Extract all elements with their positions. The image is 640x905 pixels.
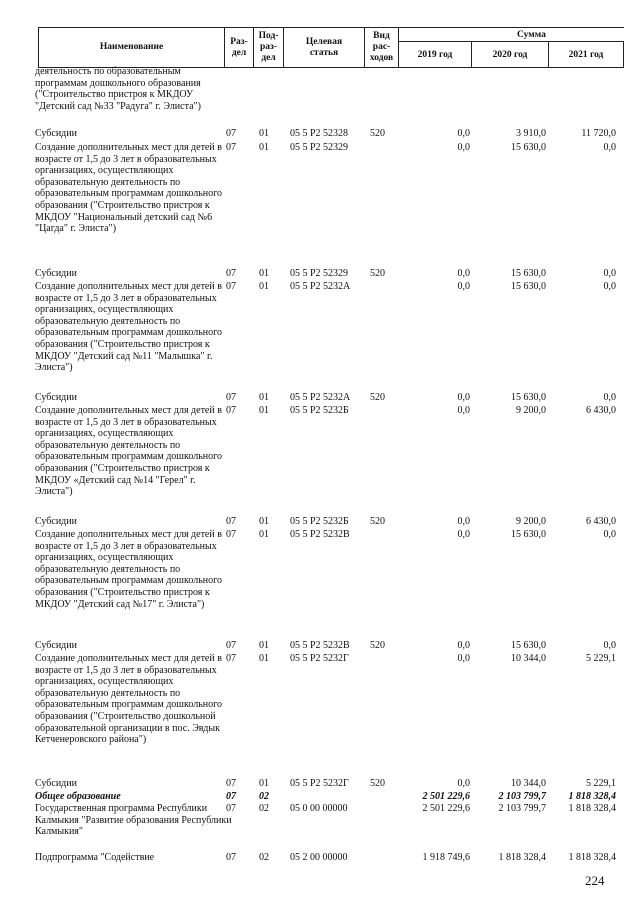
row-value-2019: 0,0 [457, 128, 470, 139]
row-section: 07 [226, 653, 236, 664]
col-header-kind: Вид рас- ходов [365, 28, 399, 67]
row-value-2020: 15 630,0 [511, 268, 546, 279]
row-subsection: 01 [259, 778, 269, 789]
row-value-2021: 6 430,0 [586, 405, 616, 416]
row-value-2021: 1 818 328,4 [568, 791, 616, 802]
row-kind: 520 [370, 778, 385, 789]
row-value-2021: 5 229,1 [586, 653, 616, 664]
col-header-2019: 2019 год [399, 41, 472, 67]
row-section: 07 [226, 529, 236, 540]
col-header-section: Раз- дел [225, 28, 254, 67]
row-subsection: 01 [259, 128, 269, 139]
row-name: Субсидии [35, 778, 77, 789]
row-value-2019: 0,0 [457, 516, 470, 527]
row-section: 07 [226, 852, 236, 863]
row-subsection: 01 [259, 640, 269, 651]
row-value-2019: 0,0 [457, 392, 470, 403]
row-subsection: 02 [259, 852, 269, 863]
row-value-2019: 0,0 [457, 142, 470, 153]
row-section: 07 [226, 392, 236, 403]
row-value-2021: 0,0 [603, 392, 616, 403]
row-value-2020: 9 200,0 [516, 405, 546, 416]
row-value-2019: 0,0 [457, 653, 470, 664]
row-kind: 520 [370, 128, 385, 139]
row-name: Субсидии [35, 640, 77, 651]
row-subsection: 02 [259, 791, 269, 802]
row-name: Подпрограмма "Содействие [35, 852, 155, 863]
row-subsection: 01 [259, 268, 269, 279]
row-value-2020: 15 630,0 [511, 640, 546, 651]
row-subsection: 01 [259, 281, 269, 292]
col-header-subsection: Под- раз- дел [254, 28, 284, 67]
row-name: Субсидии [35, 516, 77, 527]
row-value-2020: 3 910,0 [516, 128, 546, 139]
row-target: 05 5 P2 5232В [290, 640, 350, 651]
row-section: 07 [226, 516, 236, 527]
row-name: Создание дополнительных мест для детей в возрасте от 1,5 до 3 лет в образовательных организациях, осуществляющих образовательную деятельность по образовательным программам дошкольного образования ("Строительство пристроя к МКДОУ "Детский сад №17" г. Элиста") [35, 529, 222, 610]
row-value-2019: 2 501 229,6 [422, 791, 470, 802]
row-subsection: 01 [259, 529, 269, 540]
row-kind: 520 [370, 640, 385, 651]
row-kind: 520 [370, 268, 385, 279]
row-value-2019: 0,0 [457, 281, 470, 292]
row-value-2020: 15 630,0 [511, 281, 546, 292]
col-header-2020: 2020 год [472, 41, 549, 67]
row-name: Государственная программа Республики Калмыкия "Развитие образования Республики Калмыкия" [35, 803, 232, 838]
row-value-2020: 15 630,0 [511, 142, 546, 153]
col-header-name: Наименование [39, 28, 225, 67]
row-value-2021: 0,0 [603, 142, 616, 153]
row-section: 07 [226, 405, 236, 416]
row-section: 07 [226, 128, 236, 139]
row-value-2021: 5 229,1 [586, 778, 616, 789]
row-value-2021: 6 430,0 [586, 516, 616, 527]
row-subsection: 01 [259, 405, 269, 416]
row-target: 05 2 00 00000 [290, 852, 348, 863]
row-kind: 520 [370, 516, 385, 527]
row-value-2021: 0,0 [603, 281, 616, 292]
row-value-2021: 0,0 [603, 529, 616, 540]
row-section: 07 [226, 640, 236, 651]
col-header-sum: Сумма [517, 29, 546, 40]
row-value-2021: 1 818 328,4 [568, 852, 616, 863]
col-header-2021: 2021 год [549, 41, 624, 67]
row-value-2021: 11 720,0 [581, 128, 616, 139]
row-target: 05 0 00 00000 [290, 803, 348, 814]
row-target: 05 5 P2 5232В [290, 529, 350, 540]
row-section: 07 [226, 778, 236, 789]
row-value-2019: 0,0 [457, 405, 470, 416]
row-target: 05 5 P2 52329 [290, 268, 349, 279]
row-target: 05 5 P2 5232A [290, 392, 351, 403]
row-name: Субсидии [35, 392, 77, 403]
row-value-2019: 0,0 [457, 529, 470, 540]
row-name: деятельность по образовательным программам дошкольного образования ("Строительство пристроя к МКДОУ "Детский сад №33 "Радуга" г. Элиста") [35, 66, 201, 112]
row-target: 05 5 P2 5232Г [290, 653, 349, 664]
row-subsection: 01 [259, 142, 269, 153]
row-target: 05 5 P2 5232Г [290, 778, 349, 789]
page-number: 224 [585, 873, 605, 888]
row-value-2021: 1 818 328,4 [568, 803, 616, 814]
row-subsection: 01 [259, 392, 269, 403]
row-value-2021: 0,0 [603, 640, 616, 651]
table-header [38, 27, 624, 68]
row-subsection: 02 [259, 803, 269, 814]
row-value-2020: 15 630,0 [511, 529, 546, 540]
row-name: Общее образование [35, 791, 121, 802]
row-value-2020: 10 344,0 [511, 778, 546, 789]
row-value-2020: 15 630,0 [511, 392, 546, 403]
row-subsection: 01 [259, 516, 269, 527]
row-name: Создание дополнительных мест для детей в возрасте от 1,5 до 3 лет в образовательных организациях, осуществляющих образовательную деятельность по образовательным программам дошкольного образования ("Строительство пристроя к МКДОУ «Детский сад №14 "Герел" г. Элиста") [35, 405, 222, 498]
row-value-2019: 0,0 [457, 268, 470, 279]
row-section: 07 [226, 268, 236, 279]
row-value-2020: 2 103 799,7 [498, 791, 546, 802]
col-header-target: Целевая статья [284, 28, 365, 67]
row-section: 07 [226, 803, 236, 814]
row-value-2019: 0,0 [457, 778, 470, 789]
row-target: 05 5 P2 5232Б [290, 405, 349, 416]
row-value-2020: 10 344,0 [511, 653, 546, 664]
row-value-2020: 1 818 328,4 [498, 852, 546, 863]
row-section: 07 [226, 281, 236, 292]
row-name: Субсидии [35, 268, 77, 279]
row-name: Создание дополнительных мест для детей в возрасте от 1,5 до 3 лет в образовательных организациях, осуществляющих образовательную деятельность по образовательным программам дошкольного образования ("Строительство пристроя к МКДОУ "Национальный детский сад №6 "Цагда" г. Элиста") [35, 142, 222, 235]
row-name: Создание дополнительных мест для детей в возрасте от 1,5 до 3 лет в образовательных организациях, осуществляющих образовательную деятельность по образовательным программам дошкольного образования ("Строительство пристроя к МКДОУ "Детский сад №11 "Малышка" г. Элиста") [35, 281, 222, 374]
row-target: 05 5 P2 52329 [290, 142, 349, 153]
row-section: 07 [226, 142, 236, 153]
row-value-2019: 1 918 749,6 [422, 852, 470, 863]
row-value-2021: 0,0 [603, 268, 616, 279]
row-value-2020: 2 103 799,7 [498, 803, 546, 814]
row-value-2019: 0,0 [457, 640, 470, 651]
row-section: 07 [226, 791, 236, 802]
row-name: Создание дополнительных мест для детей в возрасте от 1,5 до 3 лет в образовательных организациях, осуществляющих образовательную деятельность по образовательным программам дошкольного образования ("Строительство дошкольной образовательной организации в пос. Эвдык Кетченеровского района") [35, 653, 222, 746]
row-target: 05 5 P2 52328 [290, 128, 349, 139]
row-name: Субсидии [35, 128, 77, 139]
row-target: 05 5 P2 5232Б [290, 516, 349, 527]
row-kind: 520 [370, 392, 385, 403]
row-value-2019: 2 501 229,6 [422, 803, 470, 814]
row-value-2020: 9 200,0 [516, 516, 546, 527]
row-subsection: 01 [259, 653, 269, 664]
row-target: 05 5 P2 5232A [290, 281, 351, 292]
